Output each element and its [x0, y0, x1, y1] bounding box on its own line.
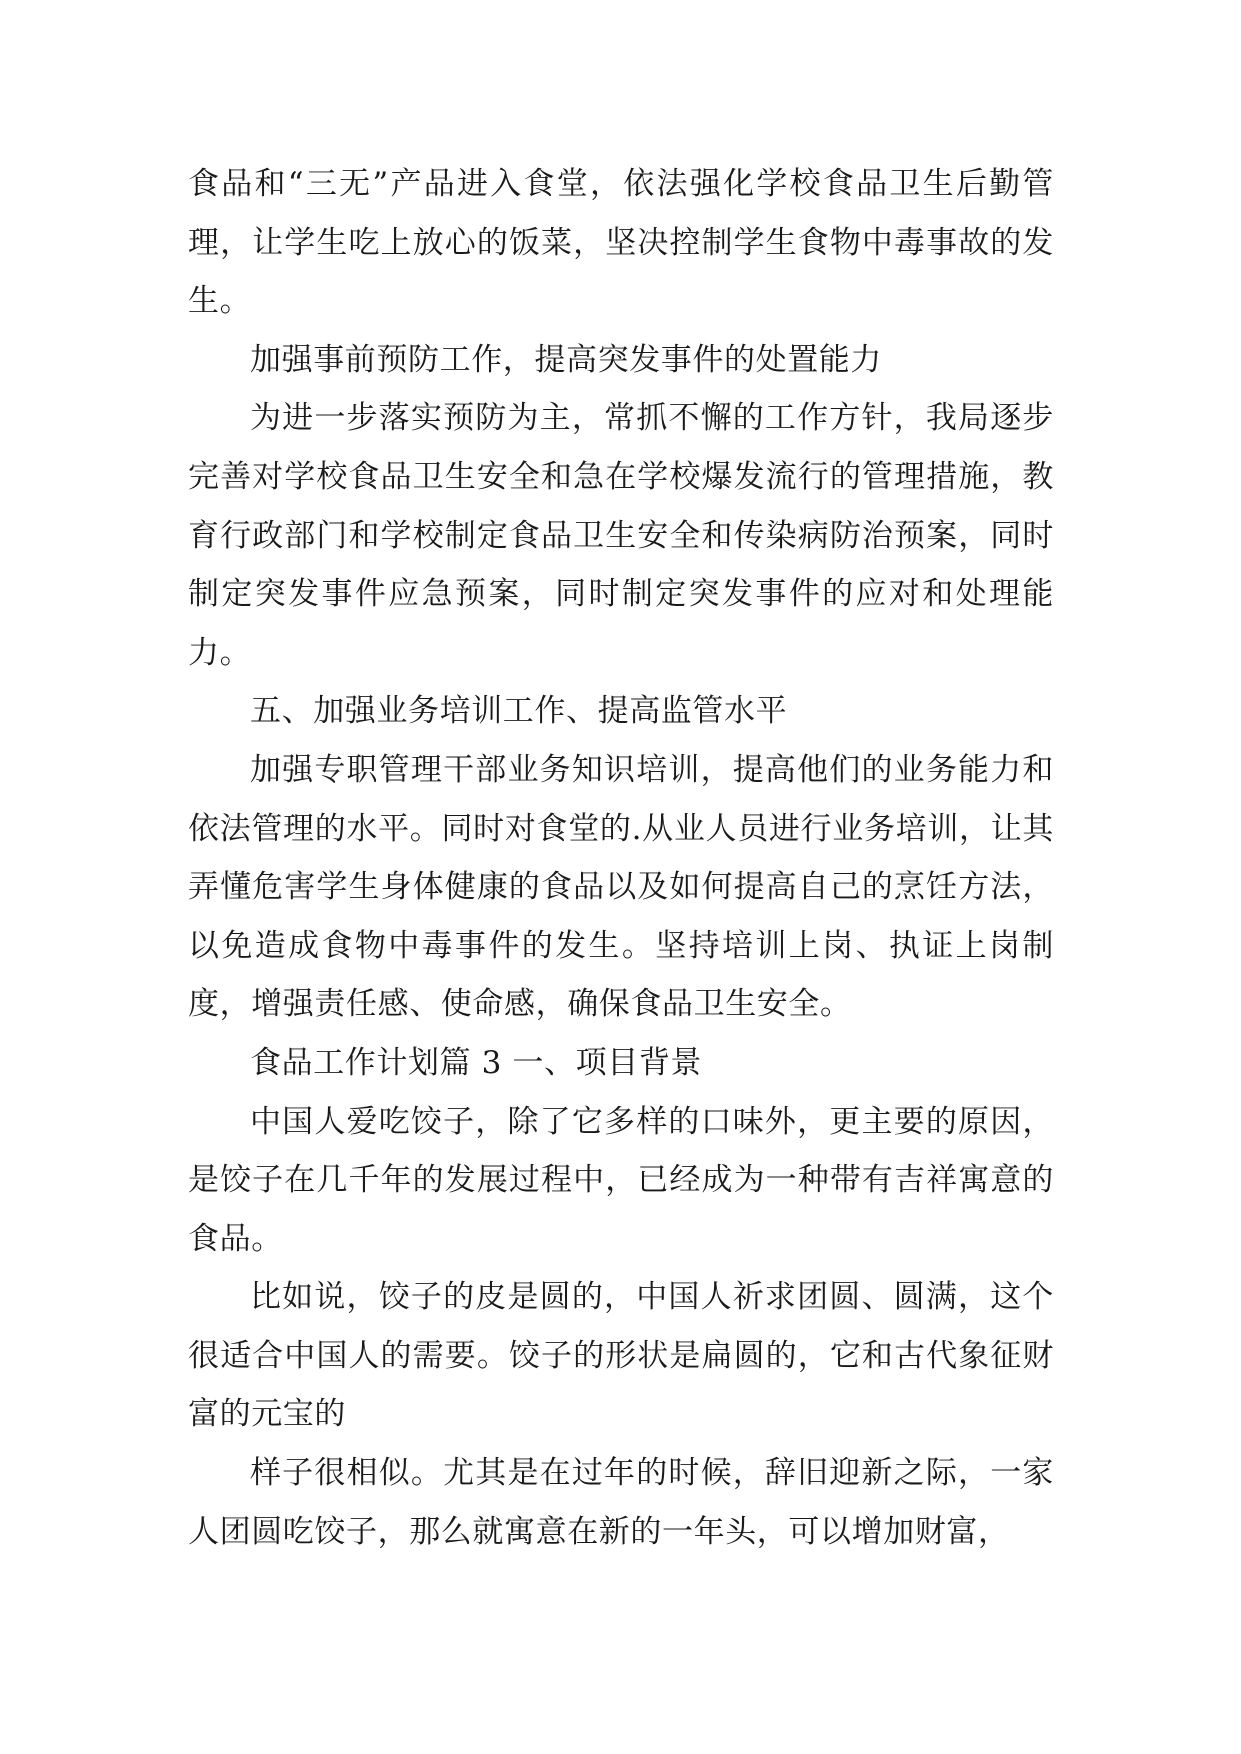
paragraph-dumplings-intro: 中国人爱吃饺子，除了它多样的口味外，更主要的原因，是饺子在几千年的发展过程中，已经成为一种带有吉祥寓意的食品。 — [188, 1103, 1054, 1257]
paragraph-training: 加强专职管理干部业务知识培训，提高他们的业务能力和依法管理的水平。同时对食堂的.从业人员进行业务培训，让其弄懂危害学生身体健康的食品以及如何提高自己的烹饪方法，以免造成食物中毒事件的发生。坚持培训上岗、执证上岗制度，增强责任感、使命感，确保食品卫生安全。 — [188, 751, 1054, 1023]
paragraph-dumplings-newyear: 样子很相似。尤其是在过年的时候，辞旧迎新之际，一家人团圆吃饺子，那么就寓意在新的一年头，可以增加财富， — [188, 1455, 1054, 1550]
paragraph-canteen-safety: 食品和“三无”产品进入食堂，依法强化学校食品卫生后勤管理，让学生吃上放心的饭菜，坚决控制学生食物中毒事故的发生。 — [188, 166, 1054, 320]
paragraph-dumplings-shape: 比如说，饺子的皮是圆的，中国人祈求团圆、圆满，这个很适合中国人的需要。饺子的形状是扁圆的，它和古代象征财富的元宝的 — [188, 1279, 1054, 1433]
document-body — [188, 155, 1054, 1561]
heading-prevention: 加强事前预防工作，提高突发事件的处置能力 — [250, 341, 882, 378]
heading-plan-3: 食品工作计划篇 3 一、项目背景 — [250, 1044, 703, 1081]
paragraph-prevention: 为进一步落实预防为主，常抓不懈的工作方针，我局逐步完善对学校食品卫生安全和急在学校爆发流行的管理措施，教育行政部门和学校制定食品卫生安全和传染病防治预案，同时制定突发事件应急预案，同时制定突发事件的应对和处理能力。 — [188, 400, 1054, 671]
heading-training: 五、加强业务培训工作、提高监管水平 — [250, 693, 788, 730]
